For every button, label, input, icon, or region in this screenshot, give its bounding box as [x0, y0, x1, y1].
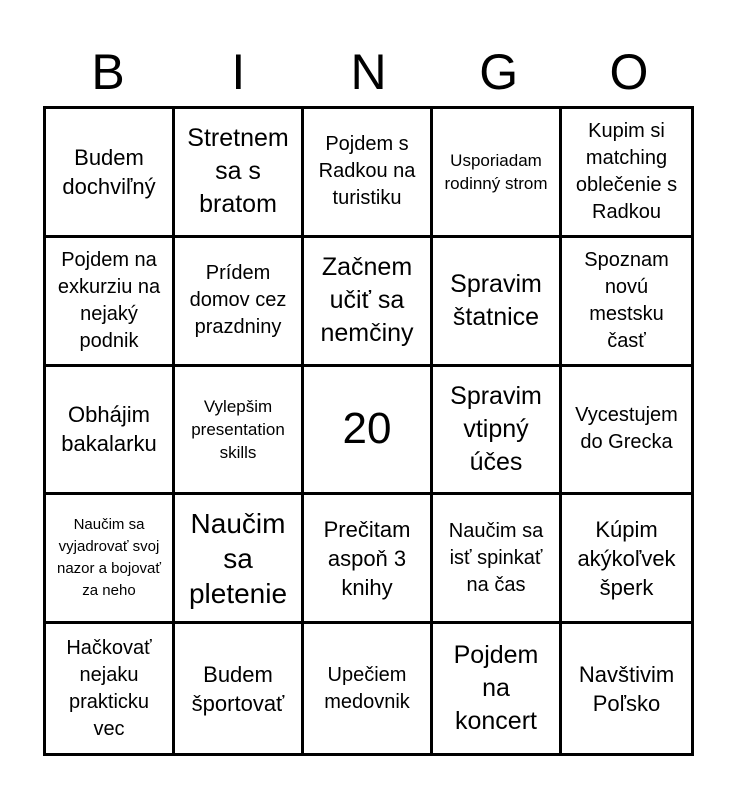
bingo-cell[interactable]	[562, 367, 691, 496]
bingo-cell[interactable]	[433, 238, 562, 367]
bingo-cell[interactable]	[562, 624, 691, 753]
cell-text: Budem dochviľný	[62, 144, 156, 199]
cell-text: Naučim sa isť spinkať na čas	[448, 519, 544, 596]
free-space-number: 20	[342, 404, 392, 454]
cell-text: Vylepšim presentation skills	[191, 396, 285, 462]
header-letter-b: B	[91, 44, 125, 100]
free-space-cell[interactable]	[304, 367, 433, 496]
bingo-cell[interactable]	[175, 367, 304, 496]
cell-text: Naučim sa pletenie	[188, 507, 288, 609]
cell-text: Navštivim Poľsko	[578, 661, 675, 716]
cell-text: Obhájim bakalarku	[61, 402, 157, 457]
bingo-cell[interactable]	[562, 495, 691, 624]
cell-text: Stretnem sa s bratom	[187, 124, 289, 219]
cell-text: Kupim si matching oblečenie s Radkou	[575, 119, 678, 223]
cell-text: Hačkovať nejaku prakticku vec	[66, 636, 152, 740]
cell-text: Spravim štatnice	[450, 269, 542, 331]
cell-text: Prídem domov cez prazdniny	[189, 262, 287, 339]
header-letter-o: O	[609, 44, 649, 100]
bingo-cell[interactable]	[175, 495, 304, 624]
header-letter-g: G	[479, 44, 519, 100]
cell-text: Naučim sa vyjadrovať svoj nazor a bojovať za neho	[56, 516, 162, 600]
bingo-cell[interactable]	[304, 238, 433, 367]
cell-text: Usporiadam rodinný strom	[444, 150, 548, 193]
cell-text: Spoznam novú mestsku časť	[584, 248, 669, 352]
bingo-cell[interactable]	[562, 109, 691, 238]
cell-text: Budem športovať	[191, 661, 285, 716]
bingo-cell[interactable]	[46, 238, 175, 367]
bingo-cell[interactable]	[433, 367, 562, 496]
header-letter-n: N	[350, 44, 387, 100]
bingo-cell[interactable]	[304, 624, 433, 753]
cell-text: Kúpim akýkoľvek šperk	[577, 516, 676, 600]
bingo-cell[interactable]	[46, 367, 175, 496]
bingo-cell[interactable]	[433, 109, 562, 238]
bingo-cell[interactable]	[175, 109, 304, 238]
bingo-header	[43, 40, 694, 104]
bingo-board	[43, 106, 694, 756]
bingo-cell[interactable]	[175, 238, 304, 367]
bingo-cell[interactable]	[304, 109, 433, 238]
bingo-cell[interactable]	[46, 109, 175, 238]
cell-text: Prečitam aspoň 3 knihy	[323, 516, 411, 600]
bingo-cell[interactable]	[46, 624, 175, 753]
bingo-cell[interactable]	[433, 495, 562, 624]
bingo-cell[interactable]	[175, 624, 304, 753]
cell-text: Upečiem medovnik	[324, 663, 410, 713]
cell-text: Pojdem na koncert	[453, 641, 539, 736]
cell-text: Vycestujem do Grecka	[575, 404, 678, 454]
header-letter-i: I	[231, 44, 246, 100]
cell-text: Začnem učiť sa nemčiny	[320, 253, 414, 348]
bingo-cell[interactable]	[562, 238, 691, 367]
cell-text: Pojdem na exkurziu na nejaký podnik	[57, 248, 161, 352]
bingo-cell[interactable]	[433, 624, 562, 753]
cell-text: Spravim vtipný účes	[450, 381, 542, 476]
cell-text: Pojdem s Radkou na turistiku	[318, 133, 416, 210]
bingo-cell[interactable]	[46, 495, 175, 624]
bingo-cell[interactable]	[304, 495, 433, 624]
